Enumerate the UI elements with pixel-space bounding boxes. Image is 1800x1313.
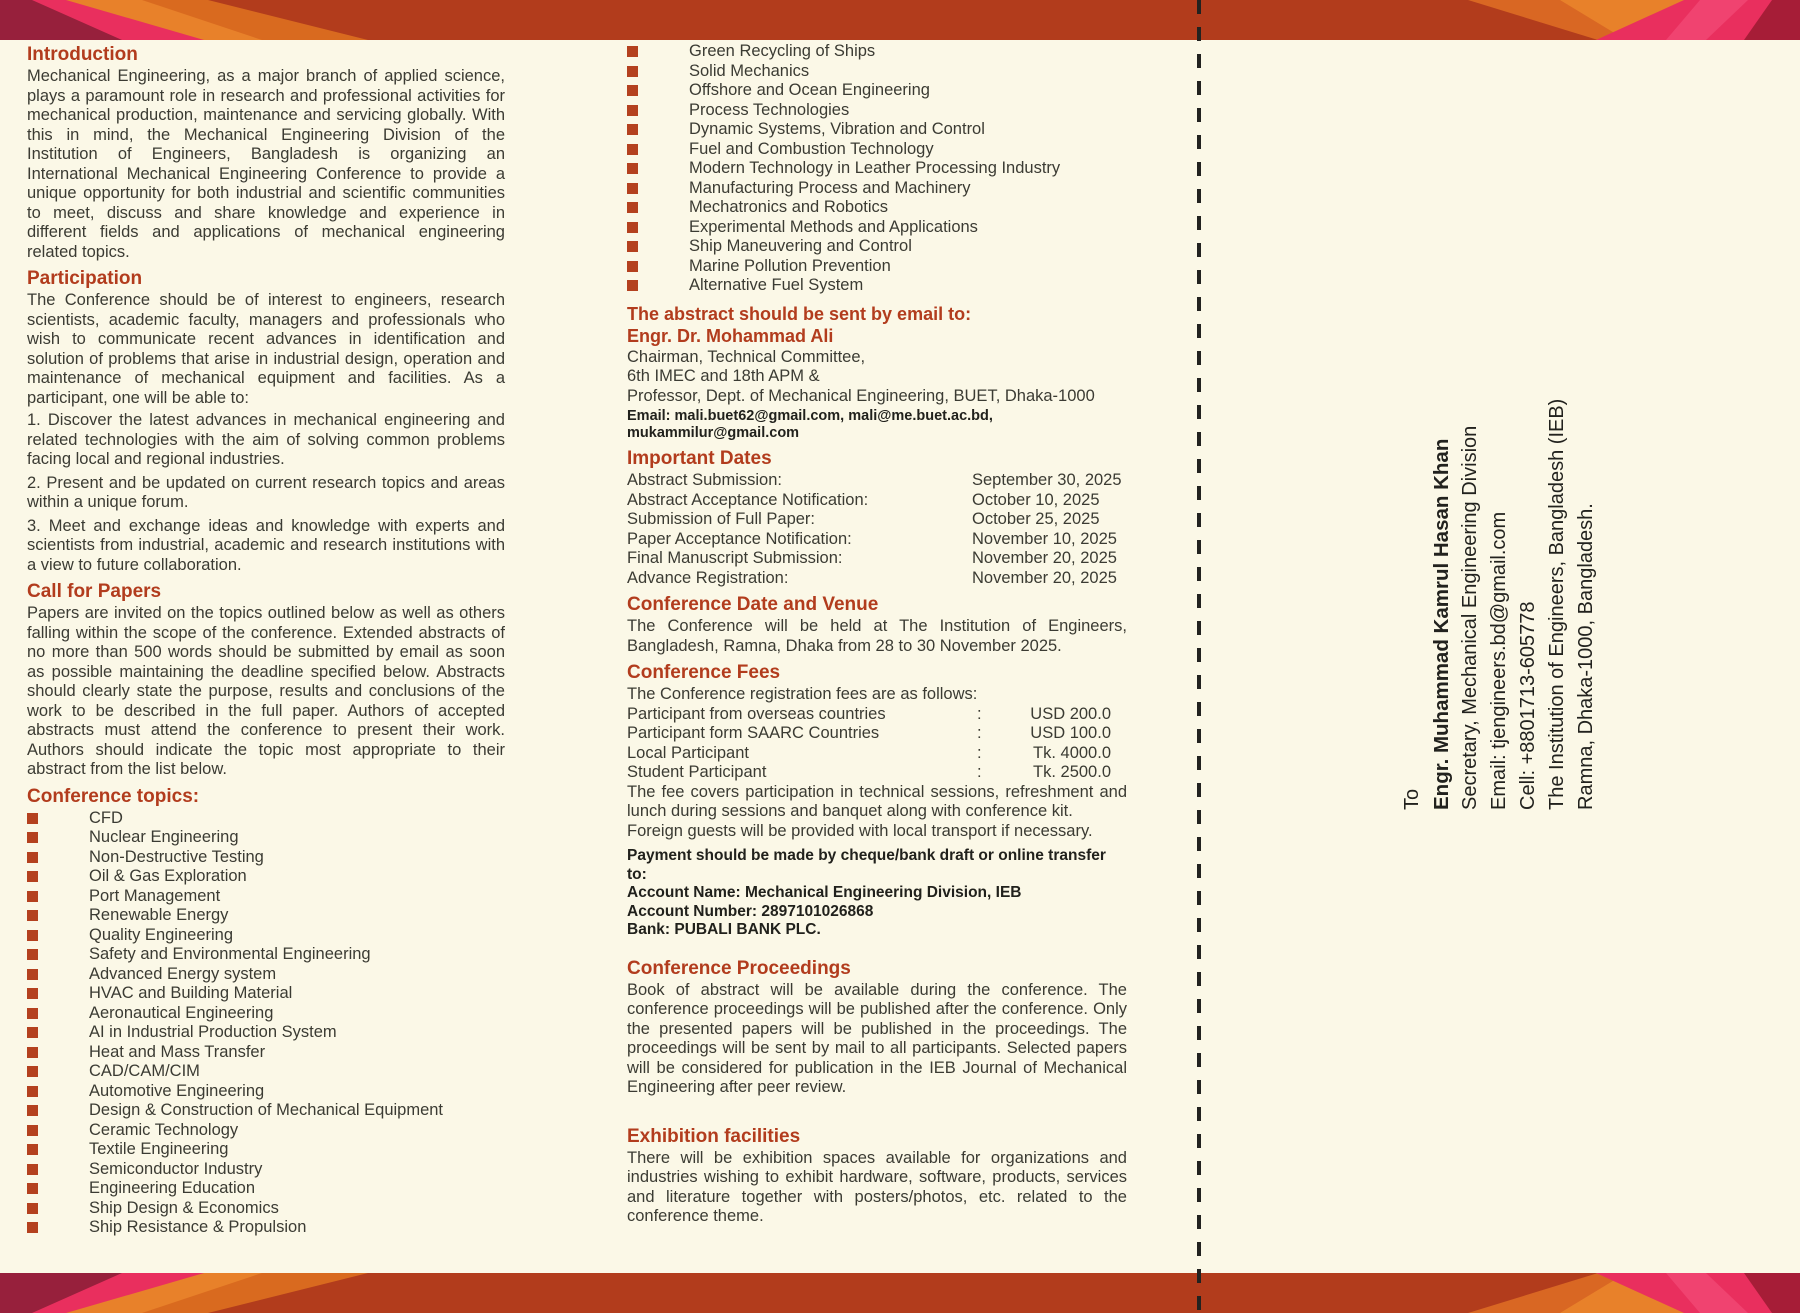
fee-value: Tk. 4000.0 [1033, 743, 1111, 762]
payment-line: Payment should be made by cheque/bank draft or online transfer to: [627, 847, 1106, 883]
fee-label: Participant from overseas countries [627, 704, 886, 723]
topic-list-item [27, 887, 505, 907]
square-bullet-icon [627, 124, 638, 135]
topic-label: Ship Design & Economics [89, 1198, 279, 1217]
date-value: November 20, 2025 [972, 549, 1117, 567]
date-value: October 10, 2025 [972, 490, 1100, 509]
topic-list-item [627, 276, 1127, 296]
topic-list-item [627, 237, 1127, 257]
topic-list-item [627, 179, 1127, 199]
topic-list-item [627, 42, 1127, 62]
date-row [627, 491, 1127, 511]
section-title-conference-fees: Conference Fees [627, 662, 781, 683]
square-bullet-icon [27, 1183, 38, 1194]
fee-colon: : [977, 763, 982, 781]
participation-point: 2. Present and be updated on current research topics and areas within a unique forum. [27, 473, 505, 511]
square-bullet-icon [627, 85, 638, 96]
topic-label: Heat and Mass Transfer [89, 1042, 266, 1061]
square-bullet-icon [27, 1222, 38, 1233]
date-row [627, 471, 1127, 491]
middle-column [627, 42, 1127, 1230]
contact-email-line: Email: mali.buet62@gmail.com, mali@me.buet.ac.bd, mukammilur@gmail.com [627, 408, 993, 441]
abstract-email-heading: The abstract should be sent by email to: [627, 303, 972, 324]
topic-list-item [27, 1101, 505, 1121]
topic-label: Engineering Education [89, 1179, 256, 1197]
square-bullet-icon [27, 910, 38, 921]
topic-label: Offshore and Ocean Engineering [689, 81, 930, 99]
topic-label: Nuclear Engineering [89, 828, 239, 846]
square-bullet-icon [627, 241, 638, 252]
section-title-exhibition: Exhibition facilities [627, 1125, 801, 1147]
fees-note2-line: Foreign guests will be provided with local transport if necessary. [627, 821, 1093, 840]
square-bullet-icon [627, 261, 638, 272]
topic-list-item [27, 945, 505, 965]
square-bullet-icon [27, 1203, 38, 1214]
square-bullet-icon [27, 852, 38, 863]
topic-list-item [27, 984, 505, 1004]
call-for-papers-paragraph: Papers are invited on the topics outlined below as well as others falling within the scope of the conference. Extended abstracts of no more than 500 words should be submitted by email as soon as possible maintaining the deadline specified below. Abstracts should clearly state the purpose, results and conclusions of the work to be described in the full paper. Authors of accepted abstracts must attend the conference to present their work. Authors should indicate the topic most appropriate to their abstract from the list below. [27, 604, 505, 778]
topic-label: Safety and Environmental Engineering [89, 945, 371, 963]
fee-value: Tk. 2500.0 [1033, 763, 1111, 781]
payment-line: Account Name: Mechanical Engineering Division, IEB [627, 884, 1022, 901]
square-bullet-icon [27, 1027, 38, 1038]
square-bullet-icon [627, 222, 638, 233]
square-bullet-icon [27, 1008, 38, 1019]
date-row [627, 510, 1127, 530]
date-value: November 20, 2025 [972, 568, 1117, 587]
square-bullet-icon [627, 163, 638, 174]
participation-paragraph: The Conference should be of interest to engineers, research scientists, academic faculty, managers and professionals who wish to communicate recent advances in identification and solution of problems that arise in industrial design, operation and maintenance of mechanical equipment and facilities. As a participant, one will be able to: [27, 291, 505, 407]
introduction-paragraph: Mechanical Engineering, as a major branch of applied science, plays a paramount role in research and professional activities for mechanical production, maintenance and servicing globally. With this in mind, the Mechanical Engineering Division of the Institution of Engineers, Bangladesh is organizing an International Mechanical Engineering Conference to provide a unique opportunity for both industrial and scientific communities to meet, discuss and share knowledge and experience in different fields and applications of mechanical engineering related topics. [27, 67, 505, 261]
bottom-decor-band [0, 1273, 1800, 1313]
date-value: September 30, 2025 [972, 471, 1122, 489]
topic-list-item [627, 62, 1127, 82]
date-row [627, 569, 1127, 589]
topic-label: Process Technologies [689, 100, 850, 119]
participation-point: 1. Discover the latest advances in mechanical engineering and related technologies with the aim of solving common problems facing local and regional industries. [27, 411, 505, 468]
date-label: Abstract Submission: [627, 471, 782, 489]
fee-row [627, 744, 1127, 764]
topic-label: Alternative Fuel System [689, 276, 864, 294]
topic-list-item [627, 81, 1127, 101]
square-bullet-icon [27, 1125, 38, 1136]
topic-label: Dynamic Systems, Vibration and Control [689, 120, 985, 138]
topic-list-item [627, 257, 1127, 277]
address-recipient-role: Secretary, Mechanical Engineering Division [1459, 425, 1481, 810]
topic-label: Green Recycling of Ships [689, 42, 876, 60]
topic-list-item [27, 828, 505, 848]
topic-label: Semiconductor Industry [89, 1159, 263, 1178]
topic-list-item [27, 1179, 505, 1199]
square-bullet-icon [627, 280, 638, 291]
square-bullet-icon [627, 144, 638, 155]
section-title-important-dates: Important Dates [627, 448, 772, 469]
square-bullet-icon [27, 1066, 38, 1077]
topic-list-item [27, 926, 505, 946]
section-title-proceedings: Conference Proceedings [627, 957, 851, 979]
address-recipient-name: Engr. Muhammad Kamrul Hasan Khan [1430, 438, 1453, 810]
square-bullet-icon [27, 930, 38, 941]
topic-list-item [27, 1121, 505, 1141]
square-bullet-icon [27, 969, 38, 980]
fees-intro-line: The Conference registration fees are as follows: [627, 685, 978, 703]
topic-label: Mechatronics and Robotics [689, 198, 889, 216]
fold-dashed-line [1197, 0, 1201, 1313]
fee-value: USD 100.0 [1030, 724, 1111, 742]
square-bullet-icon [27, 1105, 38, 1116]
topic-label: Modern Technology in Leather Processing Industry [689, 159, 1061, 177]
square-bullet-icon [27, 871, 38, 882]
square-bullet-icon [627, 46, 638, 57]
topic-list-item [27, 906, 505, 926]
square-bullet-icon [27, 813, 38, 824]
participation-point: 3. Meet and exchange ideas and knowledge with experts and scientists from industrial, academic and research institutions with a view to future collaboration. [27, 516, 505, 574]
section-title-call-for-papers: Call for Papers [27, 581, 162, 602]
square-bullet-icon [27, 1144, 38, 1155]
fees-note-paragraph: The fee covers participation in technical sessions, refreshment and lunch during sessions and banquet along with conference kit. [627, 782, 1127, 820]
payment-instructions [627, 847, 1127, 940]
topic-label: Port Management [89, 886, 221, 905]
section-title-conference-topics: Conference topics: [27, 785, 200, 807]
topic-label: Advanced Energy system [89, 964, 277, 983]
square-bullet-icon [627, 66, 638, 77]
fee-colon: : [977, 743, 982, 762]
square-bullet-icon [27, 1164, 38, 1175]
topic-label: Ceramic Technology [89, 1120, 239, 1139]
address-recipient-cell: Cell: +8801713-605778 [1517, 601, 1539, 810]
address-recipient-org: The Institution of Engineers, Bangladesh (IEB) [1546, 398, 1568, 810]
topic-list-item [27, 1062, 505, 1082]
topic-label: AI in Industrial Production System [89, 1023, 337, 1041]
topic-list-item [27, 965, 505, 985]
topic-label: CAD/CAM/CIM [89, 1062, 200, 1080]
topic-label: Automotive Engineering [89, 1081, 265, 1100]
fee-row [627, 763, 1127, 783]
fee-label: Participant form SAARC Countries [627, 724, 880, 742]
square-bullet-icon [27, 891, 38, 902]
topic-list-item [27, 1043, 505, 1063]
topic-list-item [27, 867, 505, 887]
address-recipient-location: Ramna, Dhaka-1000, Bangladesh. [1575, 503, 1597, 810]
section-title-participation: Participation [27, 268, 143, 289]
square-bullet-icon [627, 105, 638, 116]
topic-list-item [27, 1023, 505, 1043]
topic-label: HVAC and Building Material [89, 984, 293, 1002]
topic-label: Solid Mechanics [689, 61, 810, 80]
venue-paragraph: The Conference will be held at The Institution of Engineers, Bangladesh, Ramna, Dhaka from 28 to 30 November 2025. [627, 617, 1127, 655]
contact-line: Chairman, Technical Committee, [627, 347, 866, 366]
fee-row [627, 724, 1127, 744]
fee-value: USD 200.0 [1030, 704, 1111, 723]
topic-label: Fuel and Combustion Technology [689, 139, 934, 158]
contact-name: Engr. Dr. Mohammad Ali [627, 325, 834, 346]
topic-label: Quality Engineering [89, 925, 234, 944]
date-label: Submission of Full Paper: [627, 510, 816, 528]
topic-label: Ship Resistance & Propulsion [89, 1218, 307, 1236]
topic-list-item [627, 218, 1127, 238]
topic-list-item [27, 1140, 505, 1160]
topic-list-item [627, 159, 1127, 179]
contact-line: 6th IMEC and 18th APM & [627, 367, 820, 385]
square-bullet-icon [27, 1086, 38, 1097]
topic-label: Experimental Methods and Applications [689, 217, 978, 236]
topic-list-item [27, 809, 505, 829]
participation-points [27, 411, 505, 575]
topic-label: Marine Pollution Prevention [689, 256, 891, 275]
topic-list-item [627, 198, 1127, 218]
topic-label: Manufacturing Process and Machinery [689, 178, 971, 197]
topic-label: Design & Construction of Mechanical Equipment [89, 1101, 444, 1119]
fee-colon: : [977, 724, 982, 742]
section-title-introduction: Introduction [27, 44, 138, 65]
topic-list-item [27, 1004, 505, 1024]
address-to-label: To [1401, 788, 1423, 810]
topic-label: Non-Destructive Testing [89, 847, 264, 866]
exhibition-paragraph: There will be exhibition spaces available for organizations and industries wishing to exhibit hardware, software, products, services and literature together with posters/photos, etc. related to the conference theme. [627, 1148, 1127, 1225]
address-recipient-email: Email: tjengineers.bd@gmail.com [1488, 511, 1510, 810]
topic-label: CFD [89, 808, 123, 827]
topic-list-item [27, 1160, 505, 1180]
topic-list-item [627, 101, 1127, 121]
date-value: November 10, 2025 [972, 529, 1117, 548]
top-decor-band [0, 0, 1800, 40]
section-title-date-venue: Conference Date and Venue [627, 594, 879, 615]
date-row [627, 530, 1127, 550]
topic-list-item [27, 1199, 505, 1219]
fee-colon: : [977, 704, 982, 723]
fee-label: Student Participant [627, 763, 767, 781]
topic-list-item [27, 1082, 505, 1102]
date-label: Paper Acceptance Notification: [627, 529, 852, 548]
payment-line: Account Number: 2897101026868 [627, 902, 874, 920]
square-bullet-icon [27, 1047, 38, 1058]
square-bullet-icon [27, 949, 38, 960]
topic-label: Ship Maneuvering and Control [689, 237, 912, 255]
contact-lines [627, 348, 1127, 407]
proceedings-paragraph: Book of abstract will be available during the conference. The conference proceedings will be published after the conference. Only the presented papers will be published in the proceedings. The proceedings will be sent by mail to all participants. Selected papers will be considered for publication in the IEB Journal of Mechanical Engineering after peer review. [627, 980, 1127, 1096]
fee-row [627, 705, 1127, 725]
left-column [27, 44, 505, 1238]
topic-list-item [627, 140, 1127, 160]
topic-list-item [627, 120, 1127, 140]
date-row [627, 549, 1127, 569]
fee-label: Local Participant [627, 743, 749, 762]
conference-topics-list-left [27, 809, 505, 1238]
topic-label: Oil & Gas Exploration [89, 867, 247, 885]
square-bullet-icon [27, 988, 38, 999]
date-value: October 25, 2025 [972, 510, 1100, 528]
date-label: Advance Registration: [627, 568, 789, 587]
square-bullet-icon [27, 832, 38, 843]
topic-label: Aeronautical Engineering [89, 1003, 274, 1022]
fees-table [627, 705, 1127, 783]
contact-line: Professor, Dept. of Mechanical Engineering, BUET, Dhaka-1000 [627, 386, 1095, 405]
square-bullet-icon [627, 183, 638, 194]
square-bullet-icon [627, 202, 638, 213]
date-label: Final Manuscript Submission: [627, 549, 843, 567]
topic-list-item [27, 848, 505, 868]
important-dates-table [627, 471, 1127, 588]
topic-label: Renewable Energy [89, 906, 229, 924]
payment-line: Bank: PUBALI BANK PLC. [627, 921, 821, 938]
date-label: Abstract Acceptance Notification: [627, 490, 869, 509]
topic-list-item [27, 1218, 505, 1238]
topic-label: Textile Engineering [89, 1140, 229, 1158]
conference-topics-list-middle [627, 42, 1127, 296]
mailing-address-block [1398, 355, 1603, 810]
